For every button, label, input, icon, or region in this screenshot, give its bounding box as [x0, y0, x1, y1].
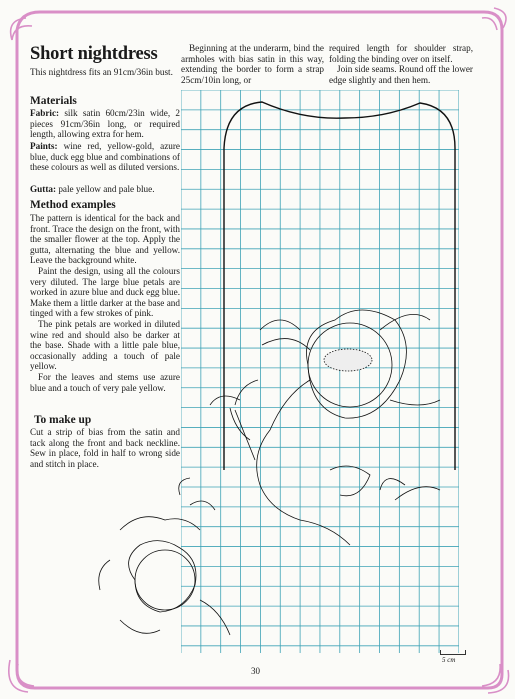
method-heading: Method examples	[30, 199, 116, 211]
column3-paragraph-2: Join side seams. Round off the lower edge slightly and then hem.	[329, 64, 473, 85]
thistle-drawing	[210, 380, 440, 500]
paints-text: wine red, yellow-gold, azure blue, duck egg blue and combinations of these colours as well as diluted versions.	[30, 141, 180, 173]
method-paragraph-2: Paint the design, using all the colours very diluted. The large blue petals are worked in azure blue and duck egg blue. Make them a little darker at the base and tinged with a few strokes of pink.	[30, 265, 180, 319]
column3-paragraph-1: required length for shoulder strap, folding the binding over on itself.	[329, 43, 473, 64]
materials-heading: Materials	[30, 95, 77, 107]
page-number: 30	[251, 666, 260, 676]
gutta-text: pale yellow and pale blue.	[58, 184, 155, 194]
scale-bar	[440, 650, 466, 655]
method-paragraph-4: For the leaves and stems use azure blue and a touch of very pale yellow.	[30, 371, 180, 393]
make-up-heading: To make up	[34, 414, 92, 426]
make-up-paragraph-1: Cut a strip of bias from the satin and tack along the front and back neckline. Sew in place, fold in half to wrong side and stitch in place.	[30, 427, 180, 469]
large-peony-drawing	[257, 310, 440, 545]
method-paragraph-3: The pink petals are worked in diluted wine red and should also be darker at the base. Shade with a little pale blue, occasionally adding a touch of pale yellow.	[30, 318, 180, 372]
paints-label: Paints:	[30, 141, 58, 151]
scale-label: 5 cm	[442, 656, 456, 664]
gutta-label: Gutta:	[30, 184, 57, 194]
method-paragraph-1: The pattern is identical for the back and front. Trace the design on the front, with the smaller flower at the top. Apply the gutta, alternating the blue and yellow. Leave the background white.	[30, 213, 180, 266]
page-title: Short nightdress	[30, 44, 158, 64]
small-peony-drawing	[99, 478, 230, 635]
fabric-text: silk satin 60cm/23in wide, 2 pieces 91cm/36in long, or required length, allowing extra for hem.	[30, 108, 180, 140]
column2-paragraph-1: Beginning at the underarm, bind the armholes with bias satin in this way, extending the border to form a strap 25cm/10in long, or	[181, 43, 324, 85]
fabric-label: Fabric:	[30, 108, 60, 118]
intro-text: This nightdress fits an 91cm/36in bust.	[30, 67, 173, 77]
nightdress-outline	[224, 102, 455, 470]
